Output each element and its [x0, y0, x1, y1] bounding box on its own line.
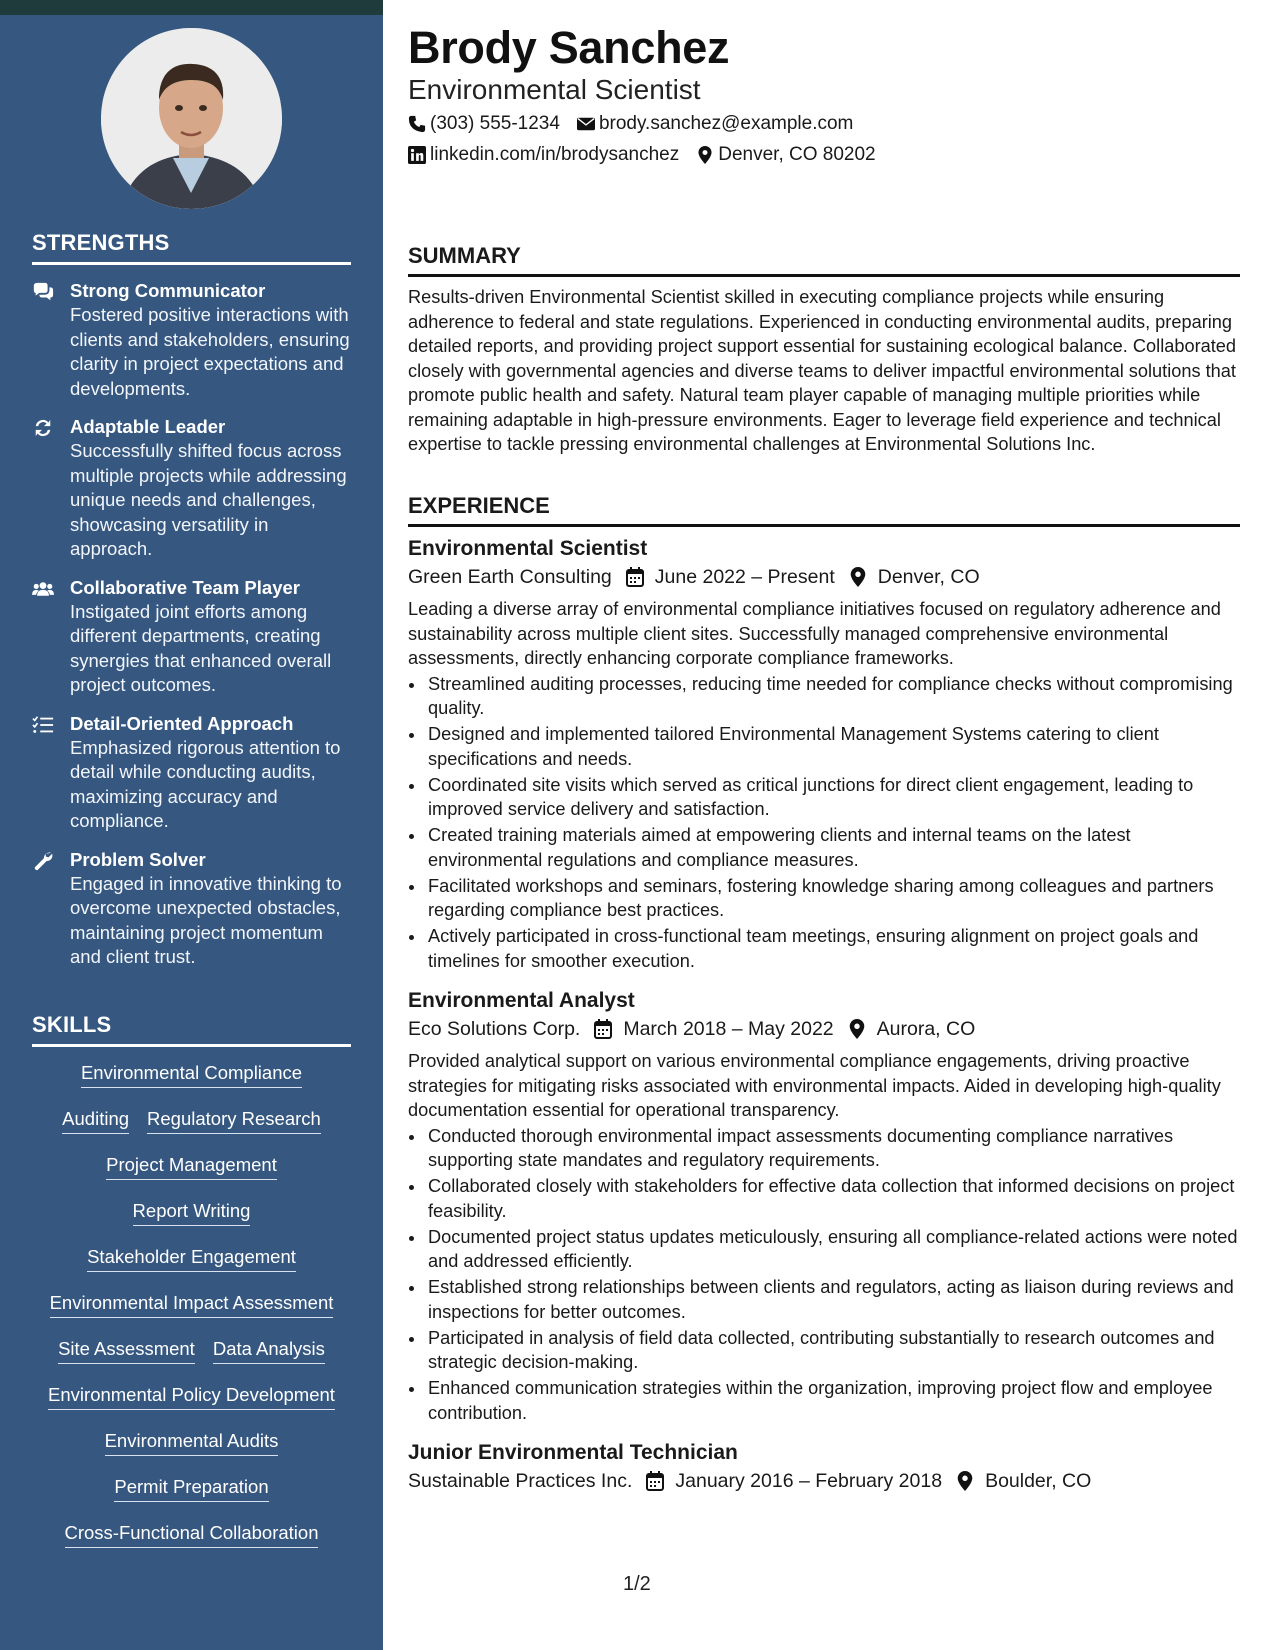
- calendar-icon: [646, 1471, 664, 1491]
- skill-tag: Regulatory Research: [147, 1107, 321, 1134]
- strength-description: Successfully shifted focus across multiple projects while addressing unique needs and challenges, showcasing versatility in approach.: [70, 440, 347, 559]
- strengths-section: [32, 230, 351, 970]
- job-location: Aurora, CO: [876, 1018, 976, 1040]
- job-dates: January 2016 – February 2018: [675, 1470, 943, 1492]
- sidebar: [0, 0, 383, 1650]
- strength-item: [32, 279, 351, 401]
- skill-tag: Project Management: [106, 1153, 277, 1180]
- job-bullets: [426, 672, 1240, 974]
- map-pin-icon: [848, 1019, 866, 1039]
- company-name: Green Earth Consulting: [408, 566, 612, 588]
- job-bullets: [426, 1124, 1240, 1426]
- bullet-item: • Coordinated site visits which served as critical junctions for direct client engagement, leading to improved service delivery and satisfaction.: [426, 773, 1240, 822]
- contact-line-2: [408, 144, 893, 166]
- experience-section: [408, 493, 1240, 1509]
- strength-title: Problem Solver: [70, 848, 206, 870]
- bullet-item: • Designed and implemented tailored Environmental Management Systems catering to client specifications and needs.: [426, 722, 1240, 771]
- strengths-heading: STRENGTHS: [32, 230, 351, 265]
- experience-heading: EXPERIENCE: [408, 493, 1240, 527]
- job-meta: [408, 1015, 1240, 1043]
- calendar-icon: [594, 1019, 612, 1039]
- calendar-icon: [626, 567, 644, 587]
- skill-tag: Auditing: [62, 1107, 129, 1134]
- skills-list: [32, 1061, 351, 1567]
- email-text[interactable]: brody.sanchez@example.com: [598, 113, 854, 134]
- bullet-item: • Created training materials aimed at empowering clients and internal teams on the latest environmental regulations and compliance measures.: [426, 823, 1240, 872]
- map-pin-icon: [696, 146, 714, 164]
- page-number: 1/2: [623, 1573, 651, 1595]
- candidate-title: Environmental Scientist: [408, 74, 701, 105]
- map-pin-icon: [956, 1471, 974, 1491]
- job-description: Provided analytical support on various environmental compliance engagements, driving proactive strategies for mitigating risks associated with environmental impacts. Aided in developing high-quality documentation essential for operational transparency.: [408, 1051, 1221, 1120]
- strength-title: Strong Communicator: [70, 280, 266, 301]
- phone-text: (303) 555-1234: [430, 113, 560, 134]
- skill-tag: Stakeholder Engagement: [87, 1245, 296, 1272]
- location-contact: [696, 144, 875, 166]
- job-meta: [408, 563, 1240, 591]
- job-title: Environmental Scientist: [408, 537, 648, 560]
- strength-description: Engaged in innovative thinking to overcome unexpected obstacles, maintaining project momentum and client trust.: [70, 872, 342, 967]
- map-pin-icon: [849, 567, 867, 587]
- users-icon: [32, 579, 54, 599]
- summary-text: Results-driven Environmental Scientist skilled in executing compliance projects while ensuring adherence to federal and state regulations. Experienced in conducting environmental audits, preparing detailed reports, and providing project support essential for sustaining ecological balance. Collaborated closely with governmental agencies and diverse teams to deliver impactful environmental solutions that promote public health and safety. Natural team player capable of managing multiple priorities while remaining adaptable in high-pressure environments. Eager to leverage field experience and technical expertise to tackle pressing environmental challenges at Environmental Solutions Inc.: [408, 287, 1237, 454]
- job-location: Denver, CO: [877, 566, 980, 588]
- bullet-item: • Collaborated closely with stakeholders for effective data collection that informed decisions on project feasibility.: [426, 1174, 1240, 1223]
- candidate-name: Brody Sanchez: [408, 22, 730, 73]
- skill-tag: Environmental Audits: [105, 1429, 279, 1456]
- bullet-item: • Established strong relationships between clients and regulators, acting as liaison during reviews and inspections for better outcomes.: [426, 1275, 1240, 1324]
- bullet-item: • Facilitated workshops and seminars, fostering knowledge sharing among colleagues and partners regarding compliance best practices.: [426, 874, 1240, 923]
- skill-tag: Permit Preparation: [114, 1475, 268, 1502]
- strength-title: Adaptable Leader: [70, 416, 226, 437]
- company-name: Sustainable Practices Inc.: [408, 1470, 633, 1492]
- linkedin-icon: [408, 146, 426, 164]
- sync-icon: [32, 418, 54, 438]
- wrench-icon: [32, 851, 54, 871]
- skill-tag: Environmental Compliance: [81, 1061, 302, 1088]
- linkedin-contact[interactable]: [408, 144, 679, 166]
- list-check-icon: [32, 715, 54, 735]
- summary-section: [408, 243, 1240, 457]
- skill-tag: Environmental Policy Development: [48, 1383, 335, 1410]
- phone-icon: [408, 115, 426, 133]
- skill-tag: Site Assessment: [58, 1337, 195, 1364]
- job-entry: [408, 535, 1240, 973]
- strength-item: [32, 848, 351, 970]
- strength-description: Emphasized rigorous attention to detail while conducting audits, maximizing accuracy and compliance.: [70, 736, 341, 831]
- bullet-item: • Participated in analysis of field data collected, contributing substantially to research outcomes and strategic decision-making.: [426, 1326, 1240, 1375]
- job-title: Junior Environmental Technician: [408, 1441, 738, 1464]
- strength-title: Detail-Oriented Approach: [70, 712, 294, 734]
- strength-description: Instigated joint efforts among different departments, creating synergies that enhanced overall project outcomes.: [70, 600, 332, 695]
- location-text: Denver, CO 80202: [718, 144, 876, 165]
- contact-line-1: [408, 113, 870, 135]
- skills-heading: SKILLS: [32, 1012, 351, 1047]
- skill-tag: Data Analysis: [213, 1337, 325, 1364]
- skills-section: [32, 1012, 351, 1567]
- skill-tag: Report Writing: [133, 1199, 251, 1226]
- phone-contact: [408, 113, 560, 135]
- bullet-item: • Conducted thorough environmental impact assessments documenting compliance narratives supporting state mandates and regulatory requirements.: [426, 1124, 1240, 1173]
- summary-heading: SUMMARY: [408, 243, 1240, 277]
- job-entry: [408, 987, 1240, 1425]
- bullet-item: • Documented project status updates meticulously, ensuring all compliance-related actions were noted and addressed efficiently.: [426, 1225, 1240, 1274]
- job-title: Environmental Analyst: [408, 989, 635, 1012]
- strength-item: [32, 712, 351, 834]
- job-dates: March 2018 – May 2022: [623, 1018, 834, 1040]
- linkedin-text[interactable]: linkedin.com/in/brodysanchez: [430, 144, 680, 165]
- sidebar-top-bar: [0, 0, 383, 15]
- job-meta: [408, 1467, 1240, 1495]
- skill-tag: Environmental Impact Assessment: [50, 1291, 334, 1318]
- company-name: Eco Solutions Corp.: [408, 1018, 581, 1040]
- profile-photo: [101, 28, 282, 209]
- comments-icon: [32, 282, 54, 302]
- bullet-item: • Actively participated in cross-functional team meetings, ensuring alignment on project goals and timelines for smoother execution.: [426, 924, 1240, 973]
- envelope-icon: [577, 115, 595, 133]
- email-contact[interactable]: [577, 113, 853, 135]
- job-dates: June 2022 – Present: [654, 566, 835, 588]
- job-entry: [408, 1439, 1240, 1495]
- skill-tag: Cross-Functional Collaboration: [65, 1521, 319, 1548]
- strength-item: [32, 415, 351, 562]
- strength-item: [32, 576, 351, 698]
- strength-description: Fostered positive interactions with clients and stakeholders, ensuring clarity in project expectations and developments.: [70, 304, 350, 399]
- job-description: Leading a diverse array of environmental compliance initiatives focused on regulatory adherence and sustainability across multiple client sites. Successfully managed comprehensive environmental assessments, directly enhancing corporate compliance frameworks.: [408, 599, 1221, 668]
- strength-title: Collaborative Team Player: [70, 576, 300, 598]
- bullet-item: • Enhanced communication strategies within the organization, improving project flow and employee contribution.: [426, 1376, 1240, 1425]
- bullet-item: • Streamlined auditing processes, reducing time needed for compliance checks without compromising quality.: [426, 672, 1240, 721]
- job-location: Boulder, CO: [985, 1470, 1092, 1492]
